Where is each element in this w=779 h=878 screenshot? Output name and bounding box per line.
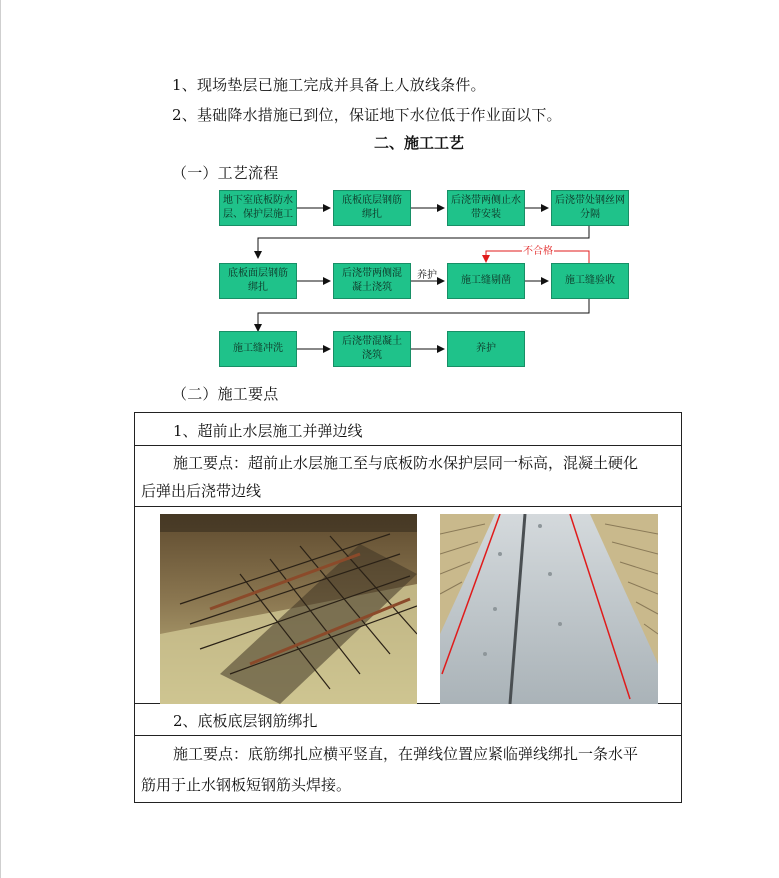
- point-2-title: 2、底板底层钢筋绑扎: [173, 712, 318, 730]
- table-divider: [135, 445, 681, 446]
- flow-step-wire-mesh: 后浇带处钢丝网 分隔: [551, 190, 629, 226]
- point-1-title: 1、超前止水层施工并弹边线: [173, 422, 363, 440]
- table-divider: [135, 735, 681, 736]
- point-1-text-line-1: 施工要点：超前止水层施工至与底板防水保护层同一标高，混凝土硬化: [173, 454, 639, 472]
- flow-step-waterstop: 后浇带两侧止水 带安装: [447, 190, 525, 226]
- table-divider: [135, 506, 681, 507]
- point-2-text-line-2: 筋用于止水钢板短钢筋头焊接。: [141, 776, 352, 794]
- flow-step-waterproof-layer: 地下室底板防水 层、保护层施工: [219, 190, 297, 226]
- flow-step-joint-flushing: 施工缝冲洗: [219, 331, 297, 367]
- prereq-item-1: 1、现场垫层已施工完成并具备上人放线条件。: [172, 76, 486, 94]
- flow-label-fail: 不合格: [522, 242, 554, 257]
- arrow-r2-r3: [258, 299, 589, 331]
- photo-waterproof-rebar: [160, 514, 417, 704]
- flow-step-side-concrete: 后浇带两侧混 凝土浇筑: [333, 263, 411, 299]
- photo-snapped-edge-lines: [440, 514, 658, 704]
- points-heading: （二）施工要点: [172, 385, 279, 403]
- flow-heading: （一）工艺流程: [172, 164, 279, 182]
- flow-step-joint-inspection: 施工缝验收: [551, 263, 629, 299]
- flow-step-top-rebar: 底板面层钢筋 绑扎: [219, 263, 297, 299]
- point-2-text-line-1: 施工要点：底筋绑扎应横平竖直，在弹线位置应紧临弹线绑扎一条水平: [173, 745, 639, 763]
- flow-step-curing: 养护: [447, 331, 525, 367]
- prereq-item-2: 2、基础降水措施已到位，保证地下水位低于作业面以下。: [172, 106, 562, 124]
- flow-step-post-pour-concrete: 后浇带混凝土 浇筑: [333, 331, 411, 367]
- flow-step-bottom-rebar: 底板底层钢筋 绑扎: [333, 190, 411, 226]
- flow-label-curing: 养护: [417, 270, 437, 281]
- flow-step-joint-chiseling: 施工缝剔凿: [447, 263, 525, 299]
- construction-points-table: [134, 412, 682, 803]
- section-title: 二、施工工艺: [374, 134, 465, 152]
- point-1-text-line-2: 后弹出后浇带边线: [141, 482, 262, 500]
